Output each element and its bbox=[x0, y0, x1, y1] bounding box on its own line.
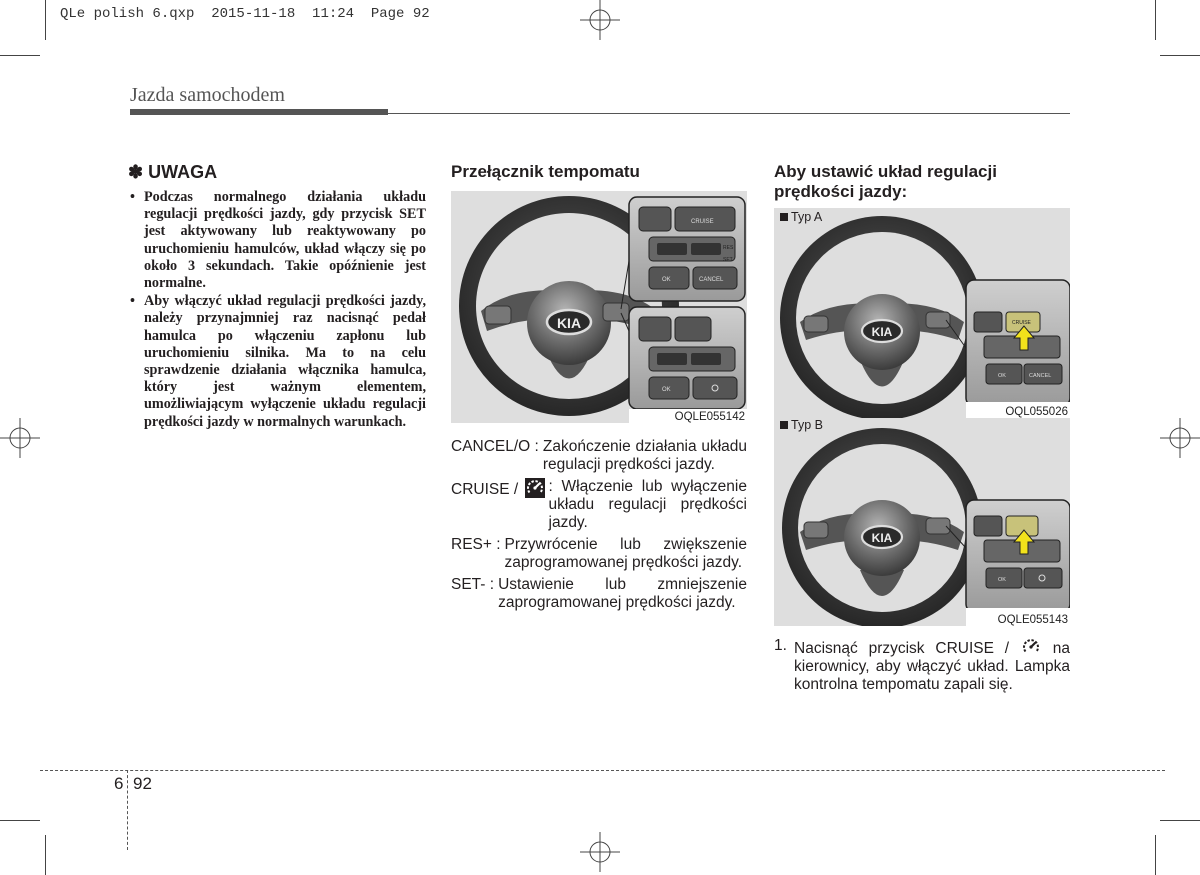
definition-desc: : Włączenie lub wyłączenie układu regulacji prędkości jazdy. bbox=[548, 478, 747, 531]
figure-code: OQLE055143 bbox=[997, 614, 1068, 626]
header-rule-thick bbox=[130, 109, 388, 115]
ok-label: OK bbox=[998, 577, 1006, 583]
step-text: na kierownicy, aby włączyć układ. Lampka kontrolna tempomatu zapali się. bbox=[794, 640, 1071, 693]
definition-term: CANCEL/O : bbox=[451, 438, 539, 455]
cruise-icon bbox=[1020, 637, 1042, 657]
footer-vertical-rule bbox=[127, 770, 128, 850]
cruise-label: CRUISE bbox=[691, 219, 714, 225]
res-label: RES bbox=[723, 245, 734, 251]
kia-logo: KIA bbox=[871, 325, 893, 339]
note-item: • Aby włączyć układ regulacji prędkości jazdy, należy przynajmniej raz nacisnąć pedał hamulca po włączeniu zapłonu lub uruchomieniu silnika. Ma to na celu sprawdzenie działania włącznika hamulca, który jest ważnym elementem, umożliwiającym wyłączenie układu regulacji prędkości jazdy w normalnych warunkach. bbox=[128, 293, 426, 431]
registration-mark-icon bbox=[1160, 418, 1200, 458]
definition-item bbox=[451, 438, 747, 474]
note-section bbox=[128, 162, 426, 432]
crop-mark bbox=[1160, 820, 1200, 821]
cruise-label: CRUISE bbox=[1012, 320, 1031, 326]
crop-mark bbox=[0, 55, 40, 56]
section-title-cruise-switch: Przełącznik tempomatu bbox=[451, 162, 640, 181]
steering-wheel-illustration bbox=[451, 191, 747, 423]
definition-term: SET- : bbox=[451, 576, 495, 593]
footer-rule bbox=[40, 770, 1165, 771]
cruise-icon bbox=[525, 478, 545, 498]
kia-logo: KIA bbox=[871, 531, 893, 545]
step-1 bbox=[774, 637, 1070, 694]
crop-mark bbox=[45, 835, 46, 875]
cancel-label: CANCEL bbox=[1029, 373, 1052, 379]
definition-item bbox=[451, 536, 747, 572]
crop-mark bbox=[45, 0, 46, 40]
definition-item bbox=[451, 478, 747, 532]
crop-mark bbox=[1160, 55, 1200, 56]
definition-term: CRUISE / bbox=[451, 478, 549, 532]
set-label: SET bbox=[723, 257, 733, 263]
definition-desc: Ustawienie lub zmniejszenie zaprogramowanej prędkości jazdy. bbox=[498, 576, 747, 611]
registration-mark-icon bbox=[580, 0, 620, 40]
crop-mark bbox=[0, 820, 40, 821]
definition-list bbox=[451, 438, 747, 616]
figure-type-b bbox=[774, 418, 1070, 626]
print-slug: QLe polish 6.qxp 2015-11-18 11:24 Page 92 bbox=[60, 6, 430, 22]
figure-code: OQL055026 bbox=[1005, 406, 1068, 418]
definition-item bbox=[451, 576, 747, 612]
note-list bbox=[128, 189, 426, 431]
note-title: UWAGA bbox=[148, 162, 218, 182]
ok-label: OK bbox=[998, 373, 1006, 379]
step-number: 1. bbox=[774, 637, 787, 654]
page-number: 92 bbox=[133, 774, 152, 793]
kia-logo: KIA bbox=[556, 315, 582, 331]
crop-mark bbox=[1155, 0, 1156, 40]
square-bullet-icon bbox=[780, 213, 788, 221]
note-symbol-icon: ✽ bbox=[128, 162, 144, 182]
chapter-number: 6 bbox=[114, 774, 124, 793]
definition-term: RES+ : bbox=[451, 536, 501, 553]
square-bullet-icon bbox=[780, 421, 788, 429]
steering-wheel-type-a bbox=[774, 208, 1070, 418]
figure-code: OQLE055142 bbox=[674, 411, 745, 423]
type-b-label: Typ B bbox=[780, 418, 823, 432]
ok-label: OK bbox=[662, 277, 671, 283]
definition-desc: Przywrócenie lub zwiększenie zaprogramowanej prędkości jazdy. bbox=[504, 536, 747, 571]
definition-desc: Zakończenie działania układu regulacji prędkości jazdy. bbox=[542, 438, 747, 473]
registration-mark-icon bbox=[580, 832, 620, 872]
registration-mark-icon bbox=[0, 418, 40, 458]
figure-steering-wheel-switch bbox=[451, 191, 747, 423]
running-head: Jazda samochodem bbox=[130, 84, 285, 106]
cancel-label: CANCEL bbox=[699, 277, 724, 283]
steering-wheel-type-b bbox=[774, 418, 1070, 626]
type-a-label: Typ A bbox=[780, 210, 822, 224]
section-title-set-cruise: Aby ustawić układ regulacji prędkości jazdy: bbox=[774, 162, 997, 201]
ok-label: OK bbox=[662, 387, 671, 393]
crop-mark bbox=[1155, 835, 1156, 875]
note-heading bbox=[128, 162, 426, 183]
header-rule-thin bbox=[388, 113, 1070, 114]
step-text: Nacisnąć przycisk CRUISE / bbox=[794, 640, 1010, 657]
figure-type-a bbox=[774, 208, 1070, 418]
note-item: • Podczas normalnego działania układu regulacji prędkości jazdy, gdy przycisk SET jest aktywowany lub reaktywowany po uruchomieniu hamulców, układ włączy się po około 3 sekundach. Takie opóźnienie jest normalne. bbox=[128, 189, 426, 292]
